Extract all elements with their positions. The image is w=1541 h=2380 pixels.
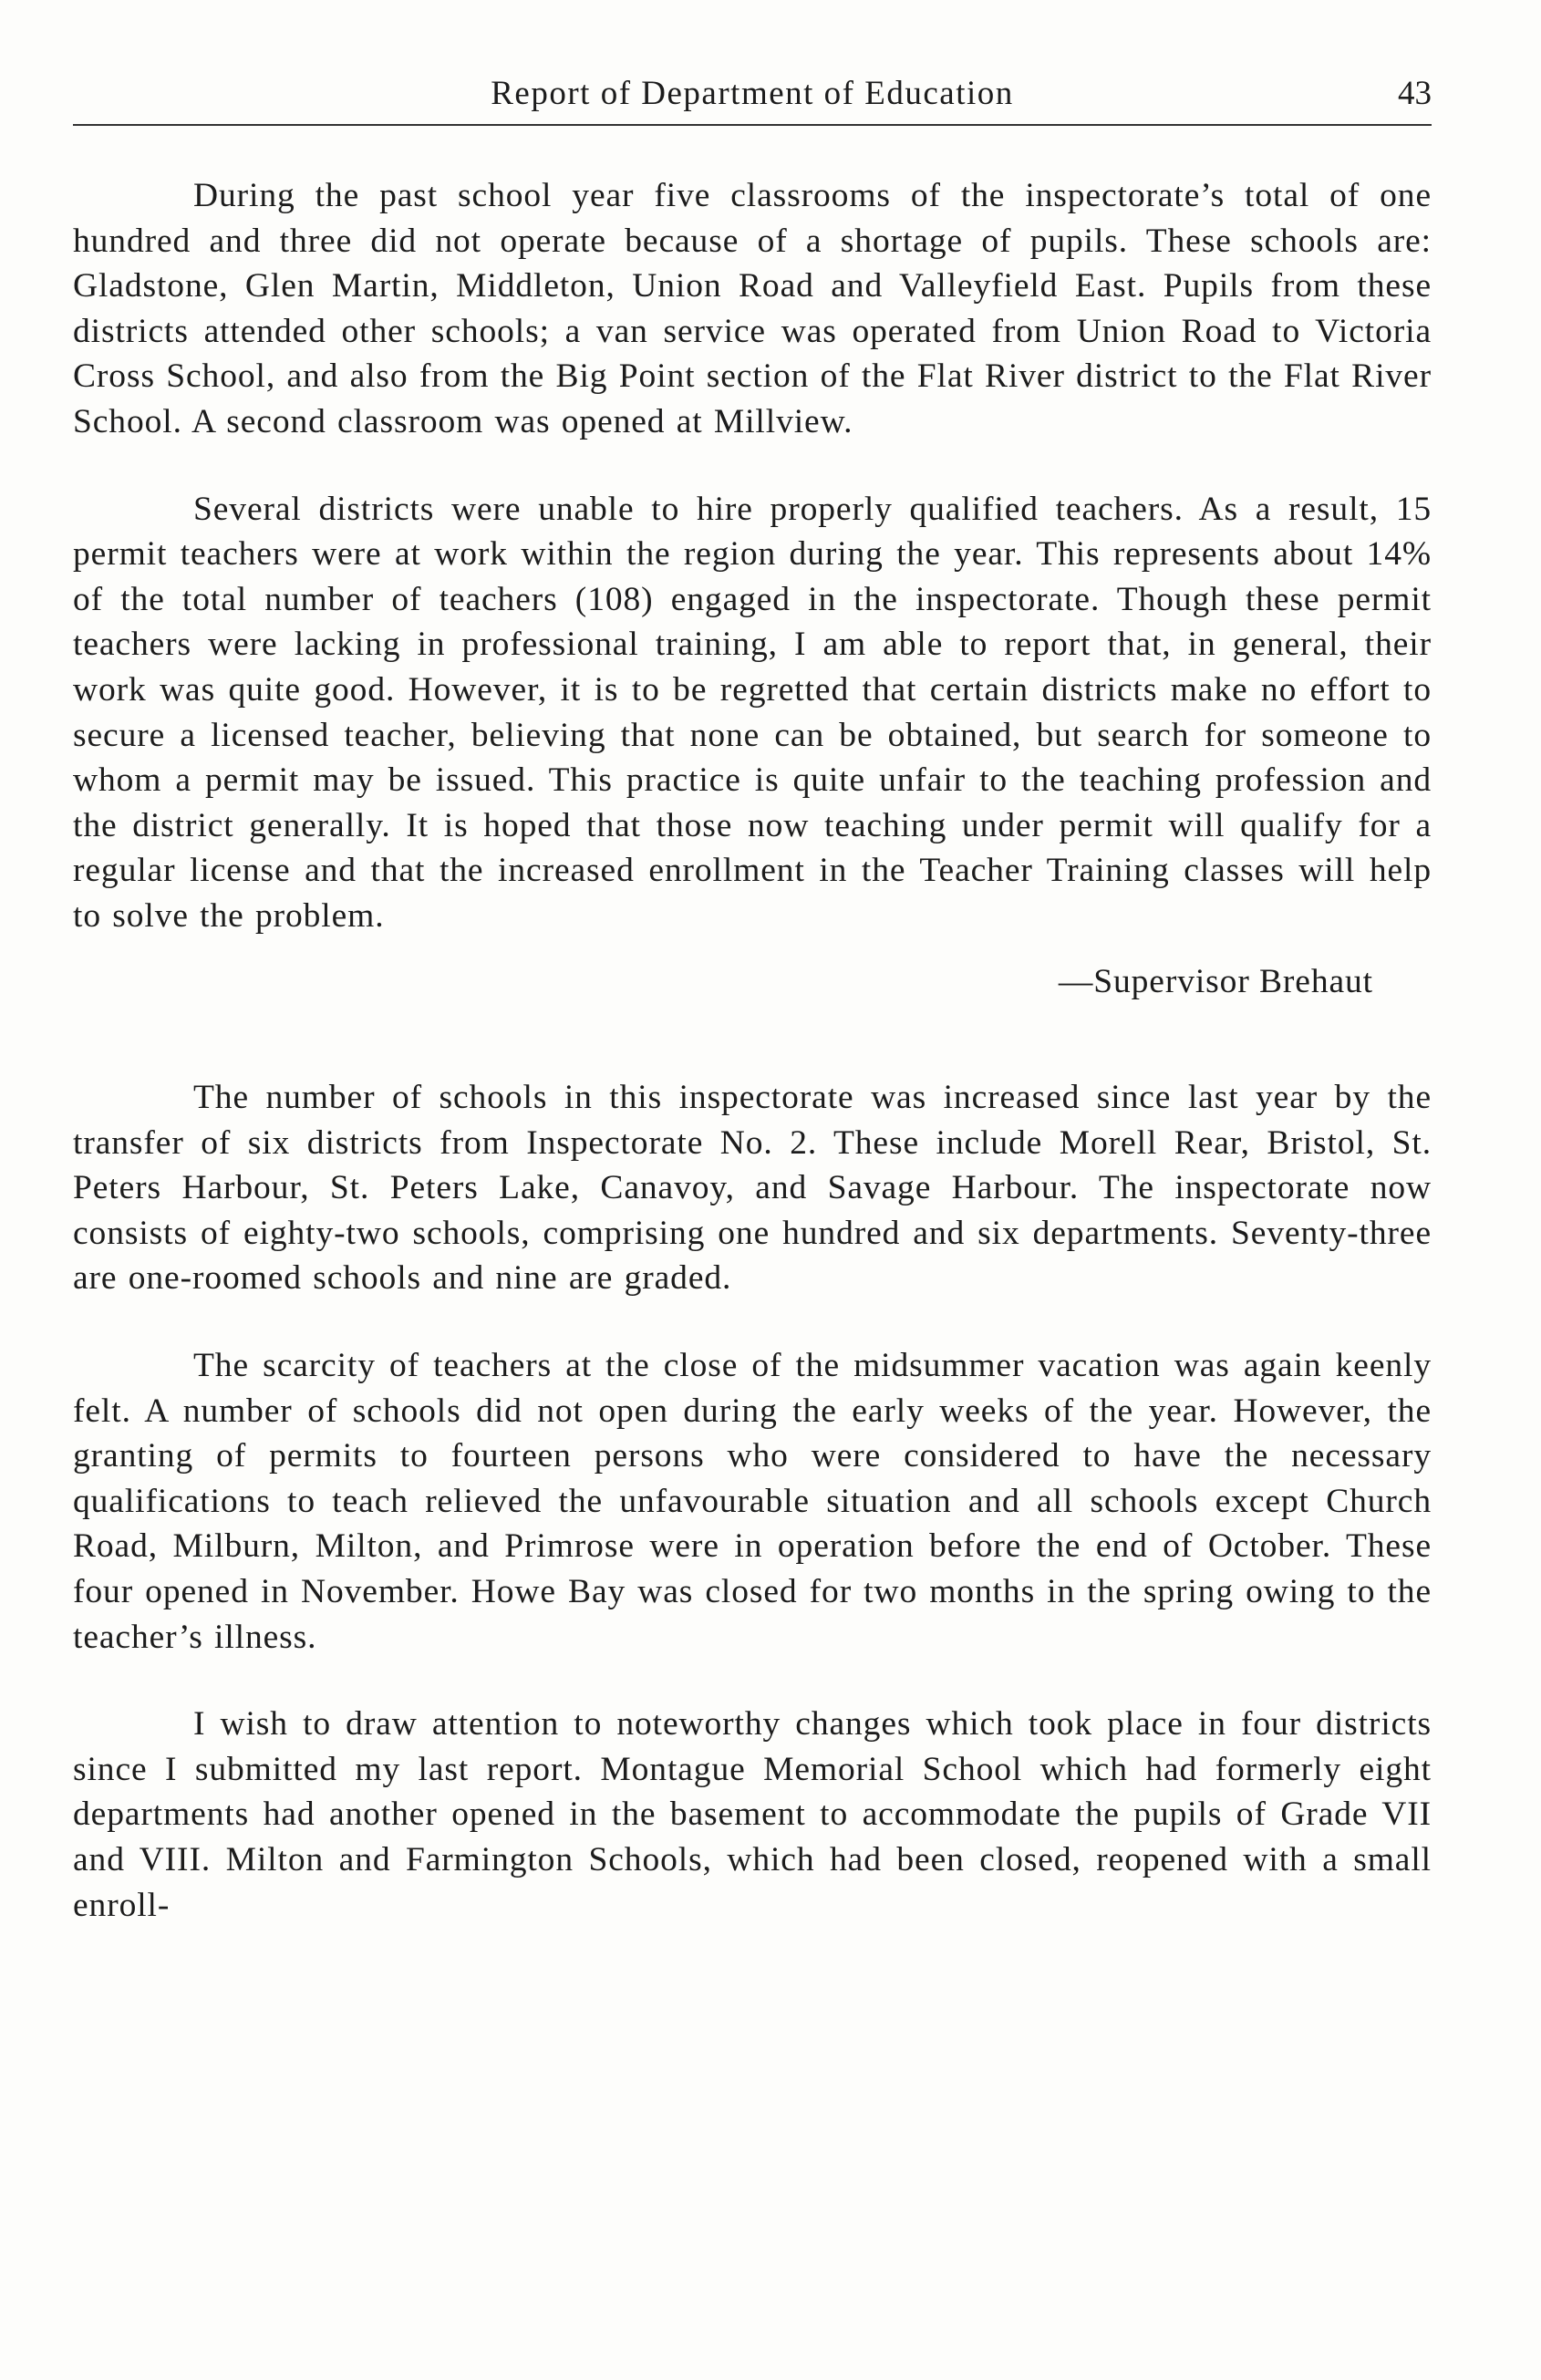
paragraph-inspectorate-schools: The number of schools in this inspectorate was increased since last year by the transfer of six districts from Inspectorate No. 2. These include Morell Rear, Bristol, St. Peters Harbour, St. Peters Lake, Canavoy, and Savage Harbour. The inspectorate now consists of eighty-two schools, comprising one hundred and six departments. Seventy-three are one-roomed schools and nine are graded.	[73, 1079, 1432, 1298]
paragraph-teacher-scarcity: The scarcity of teachers at the close of the midsummer vacation was again keenly felt. A number of schools did not open during the early weeks of the year. However, the granting of permits to fourteen persons who were considered to have the necessary qualifications to teach relieved the unfavourable situation and all schools except Church Road, Milburn, Milton, and Primrose were in operation before the end of October. These four opened in November. Howe Bay was closed for two months in the spring owing to the teacher’s illness.	[73, 1347, 1432, 1656]
document-page	[73, 73, 1432, 1970]
page-number: 43	[1398, 75, 1432, 112]
paragraph-vacant-classrooms: During the past school year five classrooms of the inspectorate’s total of one hundred and three did not operate because of a shortage of pupils. These schools are: Gladstone, Glen Martin, Middleton, Union Road and Valleyfield East. Pupils from these districts attended other schools; a van service was operated from Union Road to Victoria Cross School, and also from the Big Point section of the Flat River district to the Flat River School. A second classroom was opened at Millview.	[73, 177, 1432, 440]
running-header	[73, 73, 1432, 126]
signature-supervisor: —Supervisor Brehaut	[1058, 962, 1373, 1000]
running-title: Report of Department of Education	[491, 75, 1014, 112]
body-text	[73, 173, 1432, 1928]
paragraph-district-changes: I wish to draw attention to noteworthy changes which took place in four districts since I submitted my last report. Montague Memorial School which had formerly eight departments had another opened in the basement to accommodate the pupils of Grade VII and VIII. Milton and Farmington Schools, which had been closed, reopened with a small enroll-	[73, 1705, 1432, 1924]
paragraph-permit-teachers: Several districts were unable to hire properly qualified teachers. As a result, 15 permit teachers were at work within the region during the year. This represents about 14% of the total number of teachers (108) engaged in the inspectorate. Though these permit teachers were lacking in professional training, I am able to report that, in general, their work was quite good. However, it is to be regretted that certain districts make no effort to secure a licensed teacher, believing that none can be obtained, but search for someone to whom a permit may be issued. This practice is quite unfair to the teaching profession and the district generally. It is hoped that those now teaching under permit will qualify for a regular license and that the increased enrollment in the Teacher Training classes will help to solve the problem.	[73, 490, 1432, 935]
